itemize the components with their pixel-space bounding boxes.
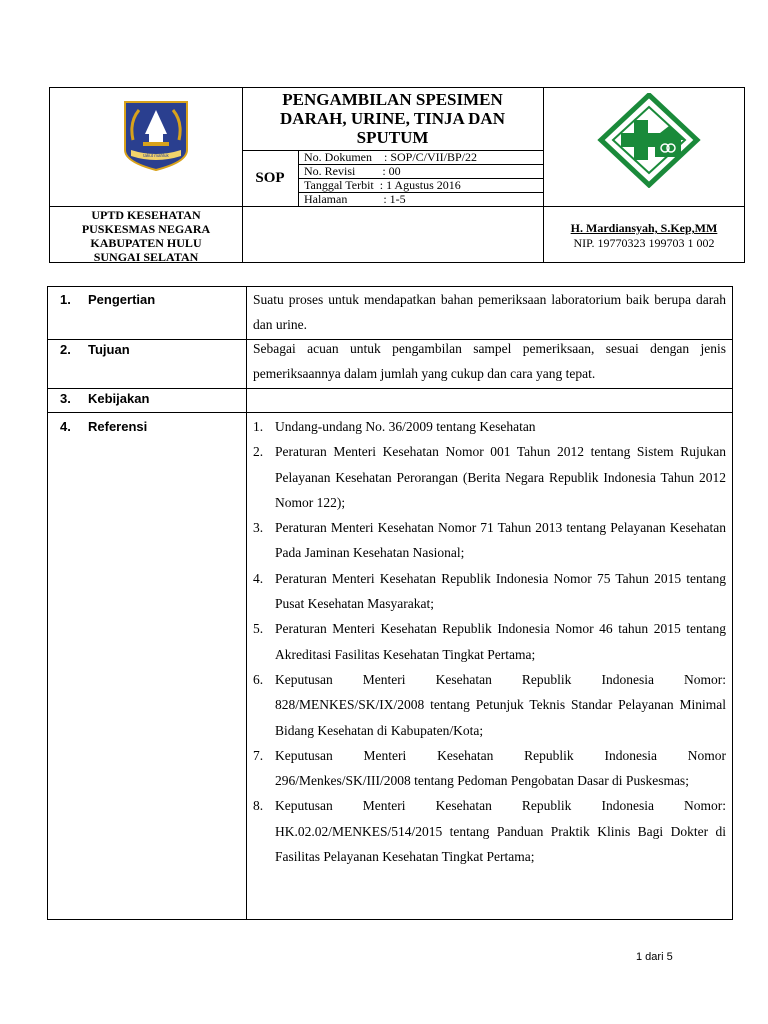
- section-label-pengertian: 1. Pengertian: [60, 292, 156, 307]
- list-item: 3. Peraturan Menteri Kesehatan Nomor 71 Tahun 2013 tentang Pelayanan Kesehatan Pada Jaminan Kesehatan Nasional;: [253, 520, 726, 561]
- org-line: SUNGAI SELATAN: [93, 250, 199, 264]
- sop-content-table: [47, 286, 733, 920]
- reference-list: [253, 414, 726, 869]
- meta-issue-date: Tanggal Terbit : 1 Agustus 2016: [304, 178, 461, 192]
- section-label-kebijakan: 3. Kebijakan: [60, 391, 150, 406]
- regional-emblem-icon: [121, 100, 191, 172]
- signatory-name: H. Mardiansyah, S.Kep,MM: [570, 221, 718, 235]
- section-text-pengertian: Suatu proses untuk mendapatkan bahan pemeriksaan laboratorium baik berupa darah dan urine.: [253, 292, 726, 332]
- list-item: 8. Keputusan Menteri Kesehatan Republik Indonesia Nomor: HK.02.02/MENKES/514/2015 tentang Panduan Praktik Klinis Bagi Dokter di Fasilitas Pelayanan Kesehatan Tingkat Pertama;: [253, 798, 726, 865]
- org-line: UPTD KESEHATAN: [91, 208, 201, 222]
- document-header: [49, 87, 745, 263]
- title-line: PENGAMBILAN SPESIMEN: [282, 90, 503, 109]
- title-line: DARAH, URINE, TINJA DAN: [280, 109, 505, 128]
- list-item: 1. Undang-undang No. 36/2009 tentang Kesehatan: [253, 419, 536, 434]
- meta-page: Halaman : 1-5: [304, 192, 406, 206]
- list-item: 6. Keputusan Menteri Kesehatan Republik Indonesia Nomor: 828/MENKES/SK/IX/2008 tentang Petunjuk Teknis Standar Pelayanan Minimal Bidang Kesehatan di Kabupaten/Kota;: [253, 671, 726, 738]
- list-item: 4. Peraturan Menteri Kesehatan Republik Indonesia Nomor 75 Tahun 2015 tentang Pusat Kesehatan Masyarakat;: [253, 570, 726, 612]
- list-item: 5. Peraturan Menteri Kesehatan Republik Indonesia Nomor 46 tahun 2015 tentang Akreditasi Fasilitas Kesehatan Tingkat Pertama;: [253, 621, 726, 662]
- list-item: 7. Keputusan Menteri Kesehatan Republik Indonesia Nomor 296/Menkes/SK/III/2008 tentang Pedoman Pengobatan Dasar di Puskesmas;: [253, 747, 726, 789]
- org-line: KABUPATEN HULU: [90, 236, 202, 250]
- meta-revision: No. Revisi : 00: [304, 164, 401, 178]
- list-item: 2. Peraturan Menteri Kesehatan Nomor 001 Tahun 2012 tentang Sistem Rujukan Pelayanan Kesehatan Perorangan (Berita Negara Republik Indonesia Tahun 2012 Nomor 122);: [253, 444, 726, 510]
- org-line: PUSKESMAS NEGARA: [81, 222, 211, 236]
- organization-name: [50, 206, 242, 264]
- section-text-tujuan: Sebagai acuan untuk pengambilan sampel pemeriksaan, sesuai dengan jenis pemeriksaannya dalam jumlah yang cukup dan cara yang tepat.: [253, 341, 726, 381]
- document-title: [242, 90, 543, 147]
- page-number: 1 dari 5: [636, 951, 673, 963]
- meta-document-number: No. Dokumen : SOP/C/VII/BP/22: [304, 150, 478, 164]
- signatory-nip: NIP. 19770323 199703 1 002: [573, 236, 715, 250]
- section-label-referensi: 4. Referensi: [60, 419, 148, 434]
- puskesmas-logo-icon: [597, 93, 701, 188]
- sop-label: SOP: [255, 169, 285, 186]
- title-line: SPUTUM: [356, 128, 429, 147]
- emblem-banner: takut mahluk: [143, 153, 169, 158]
- section-label-tujuan: 2. Tujuan: [60, 342, 130, 357]
